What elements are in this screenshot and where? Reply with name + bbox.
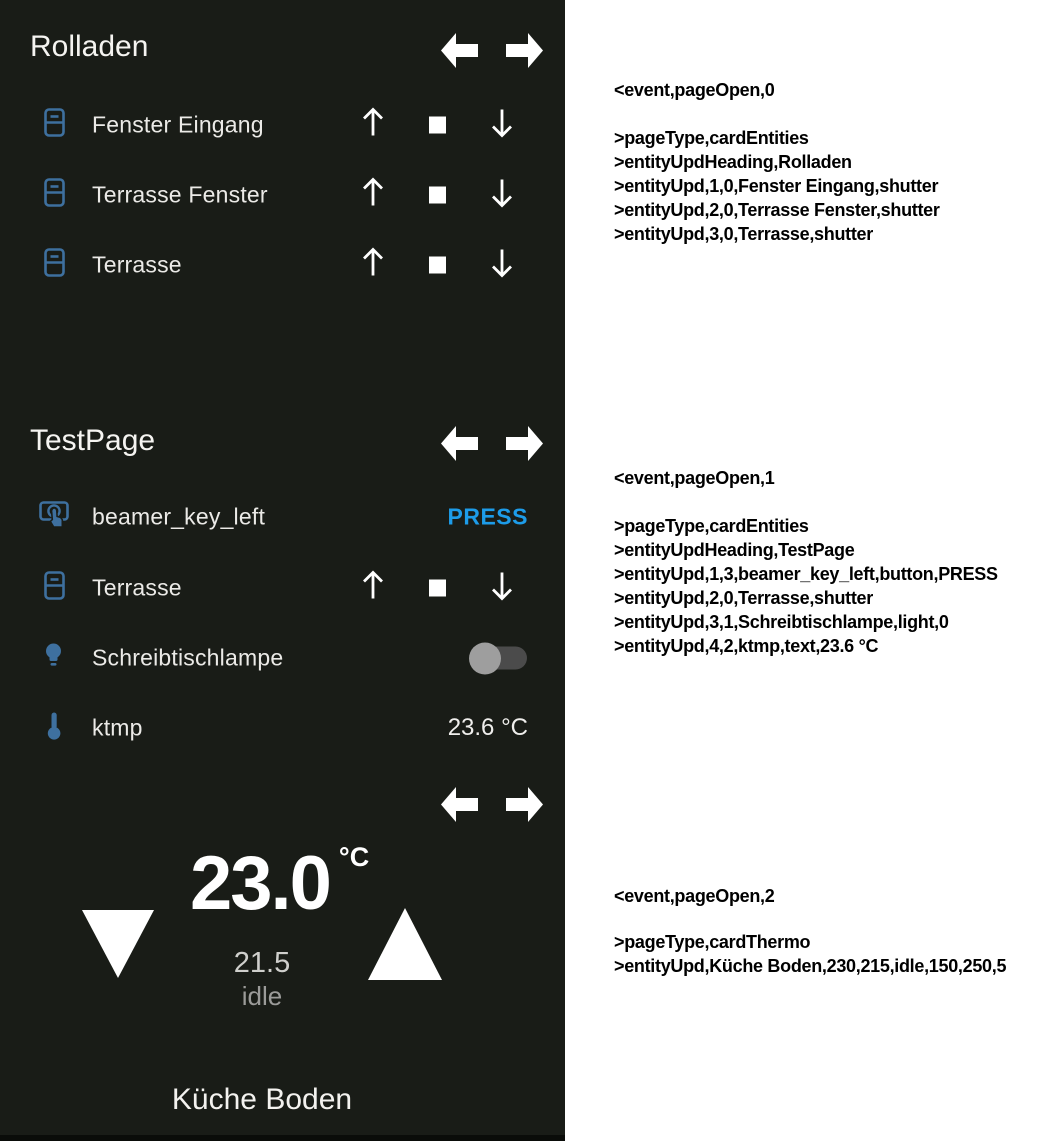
- lightbulb-icon: [43, 642, 64, 675]
- entity-label: beamer_key_left: [92, 503, 266, 530]
- log-line: >entityUpd,2,0,Terrasse,shutter: [614, 588, 873, 608]
- temperature-unit: °C: [338, 842, 370, 872]
- arrow-right-icon: [506, 55, 543, 72]
- arrow-left-icon: [441, 448, 478, 465]
- log-event-line: <event,pageOpen,0: [614, 80, 775, 100]
- entity-row: [0, 693, 565, 763]
- arrow-right-icon: [506, 809, 543, 826]
- light-toggle-switch[interactable]: [470, 647, 527, 670]
- log-line: >entityUpd,3,0,Terrasse,shutter: [614, 224, 873, 244]
- shutter-stop-button[interactable]: [429, 187, 446, 204]
- hvac-state: idle: [241, 981, 283, 1011]
- log-block-2: [614, 514, 998, 658]
- log-line: >pageType,cardEntities: [614, 128, 809, 148]
- log-event-line: <event,pageOpen,2: [614, 886, 775, 906]
- entity-row: [0, 623, 565, 693]
- log-line: >entityUpd,4,2,ktmp,text,23.6 °C: [614, 636, 879, 656]
- shutter-icon: [44, 108, 65, 142]
- shutter-up-button[interactable]: [360, 177, 386, 214]
- setpoint-up-button[interactable]: [368, 908, 442, 985]
- entity-label: ktmp: [92, 714, 143, 741]
- sensor-value: 23.6 °C: [447, 714, 528, 741]
- entity-label: Terrasse: [92, 251, 182, 278]
- shutter-down-button[interactable]: [489, 177, 515, 214]
- log-line: >pageType,cardEntities: [614, 516, 809, 536]
- triangle-up-icon: [368, 967, 442, 984]
- card-heading-testpage: TestPage: [30, 424, 156, 457]
- entity-label: Terrasse Fenster: [92, 181, 268, 208]
- log-block-3: [614, 930, 1006, 978]
- prev-page-button[interactable]: [441, 787, 478, 822]
- tap-button-icon: [39, 498, 69, 536]
- thermometer-icon: [47, 711, 61, 745]
- log-line: >pageType,cardThermo: [614, 932, 811, 952]
- prev-page-button[interactable]: [441, 33, 478, 68]
- arrow-right-icon: [506, 448, 543, 465]
- log-line: >entityUpd,1,0,Fenster Eingang,shutter: [614, 176, 939, 196]
- shutter-up-button[interactable]: [360, 570, 386, 607]
- entity-row: [0, 160, 565, 230]
- next-page-button[interactable]: [506, 426, 543, 461]
- setpoint-down-button[interactable]: [82, 910, 154, 983]
- entity-row: [0, 482, 565, 552]
- log-event-line: <event,pageOpen,1: [614, 468, 775, 488]
- log-line: >entityUpd,3,1,Schreibtischlampe,light,0: [614, 612, 949, 632]
- current-temperature: [190, 841, 370, 926]
- shutter-icon: [44, 248, 65, 282]
- next-page-button[interactable]: [506, 787, 543, 822]
- log-line: >entityUpd,2,0,Terrasse Fenster,shutter: [614, 200, 940, 220]
- entity-row: [0, 553, 565, 623]
- arrow-left-icon: [441, 55, 478, 72]
- press-button[interactable]: PRESS: [447, 503, 528, 530]
- toggle-knob: [469, 642, 501, 674]
- thermostat-name: Küche Boden: [171, 1083, 353, 1116]
- shutter-stop-button[interactable]: [429, 257, 446, 274]
- entity-row: [0, 90, 565, 160]
- card-heading-rolladen: Rolladen: [30, 30, 149, 63]
- panel-bottom-edge: [0, 1135, 565, 1141]
- entity-label: Fenster Eingang: [92, 111, 264, 138]
- shutter-down-button[interactable]: [489, 107, 515, 144]
- entity-label: Schreibtischlampe: [92, 644, 284, 671]
- shutter-icon: [44, 571, 65, 605]
- entity-label: Terrasse: [92, 574, 182, 601]
- prev-page-button[interactable]: [441, 426, 478, 461]
- shutter-stop-button[interactable]: [429, 117, 446, 134]
- shutter-up-button[interactable]: [360, 107, 386, 144]
- shutter-down-button[interactable]: [489, 247, 515, 284]
- log-line: >entityUpdHeading,Rolladen: [614, 152, 852, 172]
- log-line: >entityUpd,Küche Boden,230,215,idle,150,250,5: [614, 956, 1007, 976]
- entity-row: [0, 230, 565, 300]
- shutter-down-button[interactable]: [489, 570, 515, 607]
- shutter-icon: [44, 178, 65, 212]
- triangle-down-icon: [82, 965, 154, 982]
- shutter-stop-button[interactable]: [429, 580, 446, 597]
- next-page-button[interactable]: [506, 33, 543, 68]
- log-line: >entityUpd,1,3,beamer_key_left,button,PRESS: [614, 564, 998, 584]
- temperature-value: 23.0: [190, 841, 330, 926]
- log-line: >entityUpdHeading,TestPage: [614, 540, 855, 560]
- setpoint-value: 21.5: [233, 947, 291, 979]
- shutter-up-button[interactable]: [360, 247, 386, 284]
- log-block-1: [614, 126, 940, 246]
- arrow-left-icon: [441, 809, 478, 826]
